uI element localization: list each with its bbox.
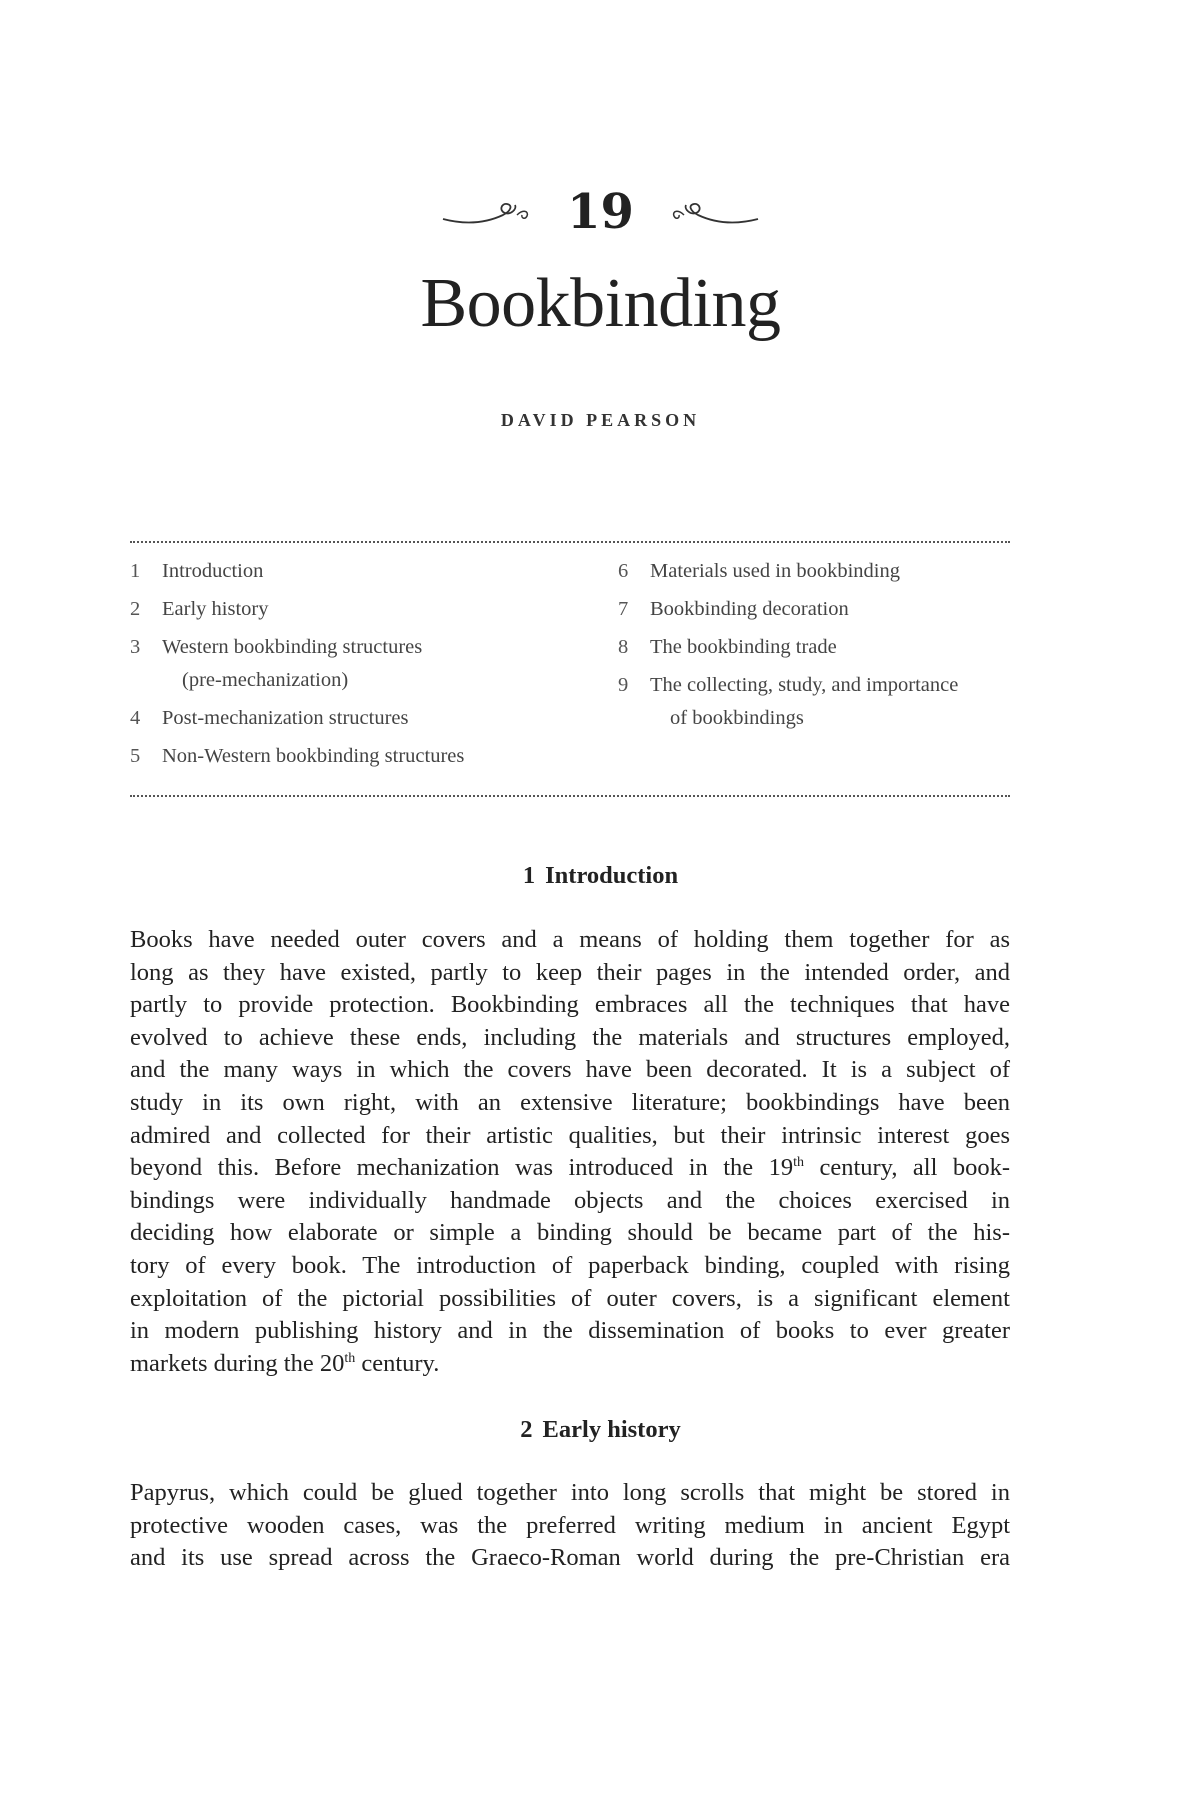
toc-item-number: 5 (130, 745, 141, 767)
toc-column-right (618, 555, 1010, 740)
toc-item-number: 9 (618, 674, 629, 696)
author-name: DAVID PEARSON (500, 410, 701, 430)
section-title: Early history (542, 1416, 681, 1443)
text-line: and the many ways in which the covers have been decorated. It is a subject of (130, 1056, 1010, 1084)
section-heading (0, 1416, 1201, 1444)
text-run: century. (355, 1349, 440, 1377)
toc-item[interactable] (130, 593, 610, 626)
text-line: deciding how elaborate or simple a binding should be became part of the his- (130, 1219, 1010, 1247)
section-heading (0, 862, 1201, 890)
toc-item-number: 4 (130, 707, 141, 729)
text-line (130, 1348, 1010, 1381)
text-run: markets during the 20 (130, 1349, 345, 1377)
section-body-paragraph (130, 924, 1010, 1380)
toc-top-divider (130, 541, 1010, 543)
section-number: 1 (522, 862, 536, 889)
section-number: 2 (520, 1416, 533, 1443)
toc-item-number: 3 (130, 636, 141, 658)
toc-item-label: Introduction (162, 560, 264, 582)
superscript: th (344, 1350, 356, 1366)
text-line: bindings were individually handmade objects and the choices exercised in (130, 1186, 1010, 1214)
toc-item-label: Western bookbinding structures (162, 636, 423, 658)
toc-item-number: 2 (130, 598, 141, 620)
section-body-paragraph (130, 1477, 1010, 1575)
section-title: Introduction (545, 862, 679, 889)
toc-item-label: Materials used in bookbinding (650, 560, 900, 582)
toc-item-number: 1 (130, 560, 141, 582)
toc-item-number: 8 (618, 636, 629, 658)
toc-item[interactable] (130, 702, 610, 735)
toc-item[interactable] (618, 669, 1010, 735)
chapter-title: Bookbinding (420, 265, 781, 342)
superscript: th (793, 1155, 804, 1171)
toc-item-label: The collecting, study, and importance (650, 674, 959, 696)
text-line: exploitation of the pictorial possibilities of outer covers, is a significant element (130, 1284, 1010, 1312)
chapter-number: 19 (567, 184, 634, 240)
toc-item-label-continued: of bookbindings (670, 707, 804, 729)
text-run: beyond this. Before mechanization was introduced in the 19 (130, 1154, 794, 1182)
toc-item[interactable] (130, 555, 610, 588)
toc-item-label: Bookbinding decoration (650, 598, 849, 620)
text-line (130, 1152, 1010, 1185)
text-line: in modern publishing history and in the dissemination of books to ever greater (130, 1317, 1010, 1345)
scroll-ornament-left-icon (441, 197, 541, 227)
toc-bottom-divider (130, 795, 1010, 797)
toc-item-label: The bookbinding trade (650, 636, 837, 658)
toc-item-number: 7 (618, 598, 629, 620)
text-line: tory of every book. The introduction of paperback binding, coupled with rising (130, 1251, 1010, 1279)
chapter-number-row (0, 182, 1201, 242)
toc-item[interactable] (130, 631, 610, 697)
toc-column-left (130, 555, 610, 778)
toc-item-number: 6 (618, 560, 629, 582)
text-line: partly to provide protection. Bookbinding embraces all the techniques that have (130, 991, 1010, 1019)
toc-item[interactable] (618, 593, 1010, 626)
text-line: Books have needed outer covers and a means of holding them together for as (130, 926, 1010, 953)
text-line: protective wooden cases, was the preferred writing medium in ancient Egypt (130, 1511, 1010, 1539)
toc-item[interactable] (130, 740, 610, 773)
toc-item-label: Early history (162, 598, 269, 620)
text-line: admired and collected for their artistic qualities, but their intrinsic interest goes (130, 1121, 1010, 1149)
text-line: Papyrus, which could be glued together into long scrolls that might be stored in (130, 1479, 1010, 1506)
text-line: and its use spread across the Graeco-Roman world during the pre-Christian era (130, 1544, 1010, 1572)
toc-item[interactable] (618, 631, 1010, 664)
text-line: study in its own right, with an extensive literature; bookbindings have been (130, 1088, 1010, 1116)
text-line: long as they have existed, partly to keep their pages in the intended order, and (130, 958, 1010, 986)
toc-item-label: Non-Western bookbinding structures (162, 745, 465, 767)
toc-item-label: Post-mechanization structures (162, 707, 409, 729)
toc-item[interactable] (618, 555, 1010, 588)
scroll-ornament-right-icon (660, 197, 760, 227)
toc-item-label-continued: (pre-mechanization) (182, 669, 349, 691)
text-line: evolved to achieve these ends, including the materials and structures employed, (130, 1023, 1010, 1051)
text-run: century, all book- (804, 1154, 1010, 1182)
table-of-contents (130, 555, 1010, 775)
